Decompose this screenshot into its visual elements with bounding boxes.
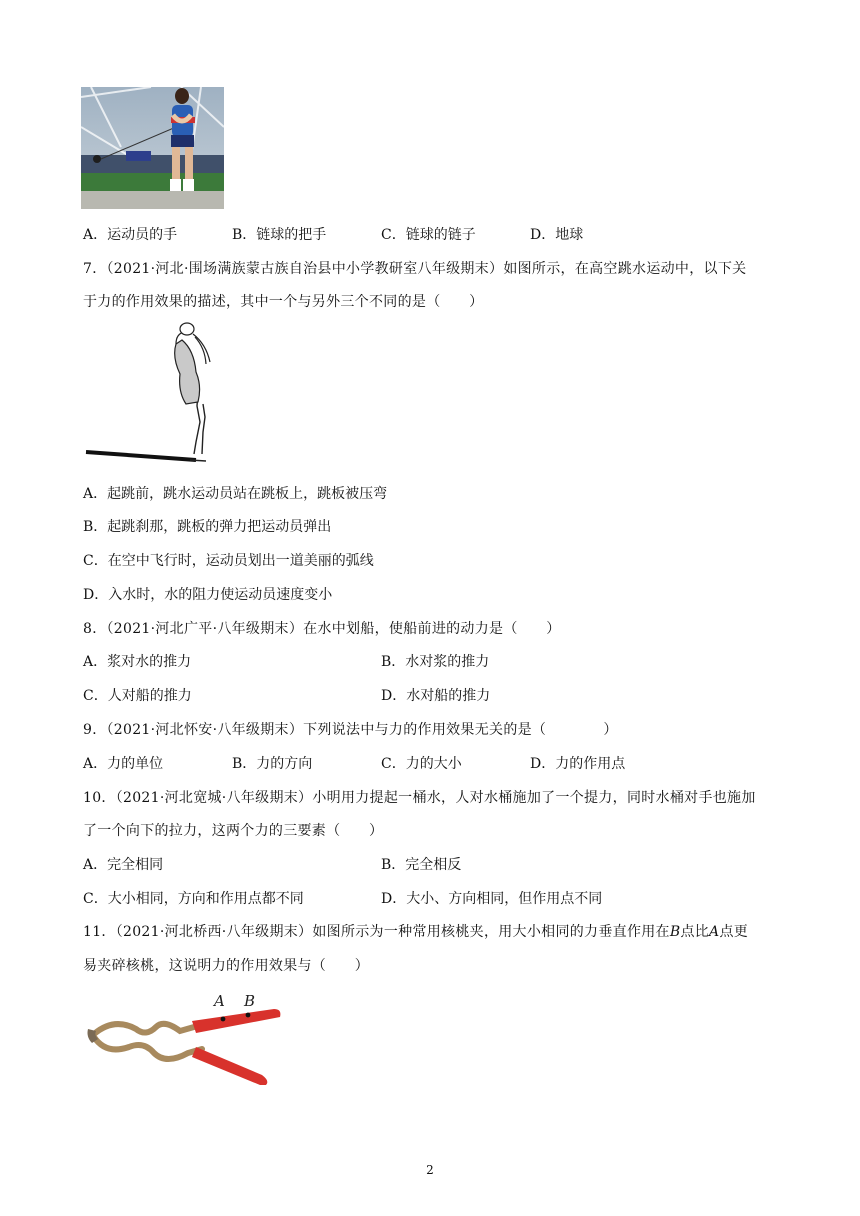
page-number: 2 (426, 1163, 434, 1177)
diver-figure (84, 322, 214, 464)
q10-option-d: D．大小、方向相同，但作用点不同 (381, 891, 603, 907)
nutcracker-figure (84, 989, 284, 1089)
hammer-throw-photo (81, 87, 224, 209)
q8-option-a: A．浆对水的推力 (83, 654, 192, 670)
q11-stem-line1 (83, 922, 748, 942)
q9-stem: 9．（2021·河北怀安·八年级期末）下列说法中与力的作用效果无关的是（ ） (83, 722, 618, 738)
q7-option-c: C．在空中飞行时，运动员划出一道美丽的弧线 (83, 553, 374, 569)
q11-stem-line2: 易夹碎核桃，这说明力的作用效果与（ ） (83, 958, 369, 974)
q11-stem-part3: 点更 (719, 924, 749, 940)
q11-point-a: A (709, 924, 720, 940)
q9-option-d: D．力的作用点 (530, 756, 626, 772)
q6-option-c: C．链球的链子 (381, 227, 476, 243)
q8-option-c: C．人对船的推力 (83, 688, 192, 704)
q11-point-b: B (669, 924, 681, 940)
q6-option-a: A．运动员的手 (83, 227, 178, 243)
q8-option-d: D．水对船的推力 (381, 688, 491, 704)
q11-stem-part1: 11．（2021·河北桥西·八年级期末）如图所示为一种常用核桃夹，用大小相同的力垂直作用在 (83, 924, 670, 940)
nutcracker-label-b: B (244, 992, 256, 1010)
q7-stem-line2: 于力的作用效果的描述，其中一个与另外三个不同的是（ ） (83, 294, 484, 310)
q6-option-b: B．链球的把手 (232, 227, 327, 243)
q11-stem-part2: 点比 (680, 924, 710, 940)
q7-option-d: D．入水时，水的阻力使运动员速度变小 (83, 587, 333, 603)
q7-option-b: B．起跳刹那，跳板的弹力把运动员弹出 (83, 519, 332, 535)
q8-option-b: B．水对浆的推力 (381, 654, 490, 670)
nutcracker-label-a: A (214, 992, 225, 1010)
q9-option-c: C．力的大小 (381, 756, 462, 772)
q7-option-a: A．起跳前，跳水运动员站在跳板上，跳板被压弯 (83, 486, 388, 502)
q8-stem: 8．（2021·河北广平·八年级期末）在水中划船，使船前进的动力是（ ） (83, 621, 561, 637)
q10-option-b: B．完全相反 (381, 857, 462, 873)
q10-option-c: C．大小相同，方向和作用点都不同 (83, 891, 304, 907)
q10-stem-line2: 了一个向下的拉力，这两个力的三要素（ ） (83, 823, 384, 839)
q10-option-a: A．完全相同 (83, 857, 164, 873)
q10-stem-line1: 10．（2021·河北宽城·八年级期末）小明用力提起一桶水，人对水桶施加了一个提力，同时水桶对手也施加 (83, 790, 756, 806)
q9-option-a: A．力的单位 (83, 756, 164, 772)
q7-stem-line1: 7．（2021·河北·围场满族蒙古族自治县中小学教研室八年级期末）如图所示，在高空跳水运动中，以下关 (83, 261, 747, 277)
q9-option-b: B．力的方向 (232, 756, 313, 772)
q6-option-d: D．地球 (530, 227, 584, 243)
